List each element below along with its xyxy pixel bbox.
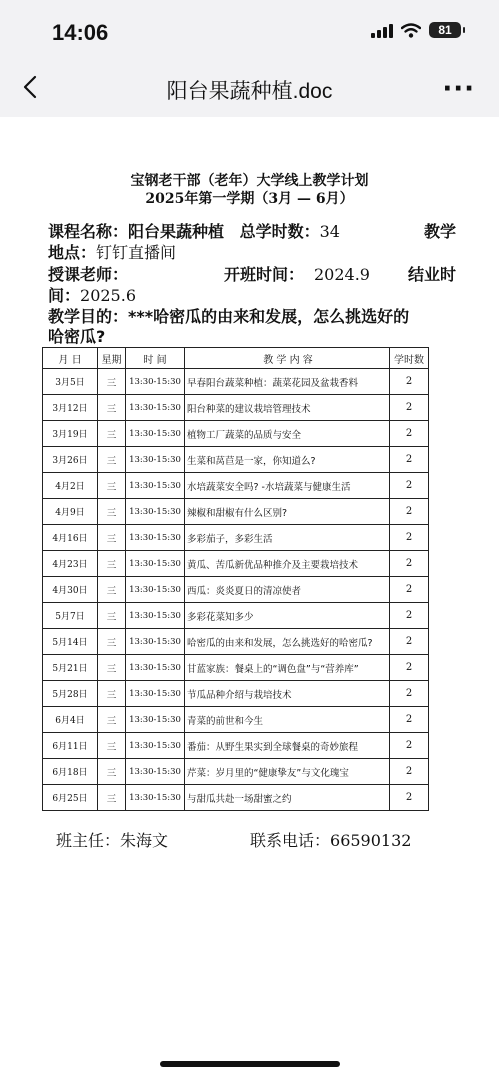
cell-weekday: 三: [98, 785, 126, 811]
cell-date: 5月14日: [43, 629, 98, 655]
hours-label: 总学时数：: [239, 222, 320, 241]
cell-hours: 2: [390, 577, 429, 603]
cell-time: 13:30-15:30: [126, 759, 185, 785]
cell-content: 辣椒和甜椒有什么区别?: [185, 499, 390, 525]
document-title: 阳台果蔬种植.doc: [166, 80, 333, 103]
course-info-line4: [48, 286, 456, 305]
start-value: 2024.9: [314, 265, 370, 284]
start-label: 开班时间：: [224, 265, 305, 284]
course-info-line3: [48, 265, 456, 284]
end-label-b: 间：: [48, 286, 81, 305]
schedule-table: [42, 347, 429, 811]
cell-time: 13:30-15:30: [126, 473, 185, 499]
cell-date: 3月19日: [43, 421, 98, 447]
cell-weekday: 三: [98, 577, 126, 603]
cell-weekday: 三: [98, 603, 126, 629]
table-row: [43, 577, 429, 603]
table-row: [43, 499, 429, 525]
cell-hours: 2: [390, 681, 429, 707]
cell-content: 早春阳台蔬菜种植：蔬菜花园及盆栽香料: [185, 369, 390, 395]
more-icon: ···: [442, 74, 475, 104]
cell-hours: 2: [390, 473, 429, 499]
cell-date: 6月25日: [43, 785, 98, 811]
end-label-a: 结业时: [407, 265, 456, 284]
cell-time: 13:30-15:30: [126, 395, 185, 421]
end-value: 2025.6: [80, 286, 136, 305]
table-row: [43, 681, 429, 707]
table-row: [43, 655, 429, 681]
cell-weekday: 三: [98, 473, 126, 499]
cell-hours: 2: [390, 707, 429, 733]
location-label-a: 教学: [423, 222, 456, 241]
home-indicator[interactable]: [160, 1061, 340, 1067]
table-row: [43, 603, 429, 629]
header-content: 教 学 内 容: [185, 348, 390, 369]
table-row: [43, 629, 429, 655]
cell-date: 5月7日: [43, 603, 98, 629]
cell-time: 13:30-15:30: [126, 577, 185, 603]
cell-time: 13:30-15:30: [126, 525, 185, 551]
hours-value: 34: [319, 222, 340, 241]
cell-date: 3月12日: [43, 395, 98, 421]
cell-time: 13:30-15:30: [126, 681, 185, 707]
table-row: [43, 525, 429, 551]
status-time: 14:06: [52, 20, 109, 45]
cell-content: 阳台种菜的建议栽培管理技术: [185, 395, 390, 421]
cell-content: 水培蔬菜安全吗? -水培蔬菜与健康生活: [185, 473, 390, 499]
cell-hours: 2: [390, 421, 429, 447]
head-teacher-name: 朱海文: [120, 831, 169, 850]
table-row: [43, 551, 429, 577]
cell-content: 哈密瓜的由来和发展，怎么挑选好的哈密瓜?: [185, 629, 390, 655]
cell-weekday: 三: [98, 733, 126, 759]
cell-date: 5月21日: [43, 655, 98, 681]
cell-weekday: 三: [98, 629, 126, 655]
cell-time: 13:30-15:30: [126, 447, 185, 473]
cell-time: 13:30-15:30: [126, 655, 185, 681]
table-row: [43, 759, 429, 785]
cell-hours: 2: [390, 655, 429, 681]
status-icons: [371, 22, 461, 38]
cell-date: 4月16日: [43, 525, 98, 551]
cell-date: 3月26日: [43, 447, 98, 473]
cell-date: 5月28日: [43, 681, 98, 707]
location-value: 钉钉直播间: [96, 243, 177, 262]
table-row: [43, 395, 429, 421]
cell-content: 多彩茄子，多彩生活: [185, 525, 390, 551]
cell-content: 多彩花菜知多少: [185, 603, 390, 629]
cell-time: 13:30-15:30: [126, 369, 185, 395]
location-label-b: 地点：: [48, 243, 97, 262]
table-row: [43, 447, 429, 473]
wifi-icon: [401, 23, 421, 38]
cell-content: 青菜的前世和今生: [185, 707, 390, 733]
battery-icon: 81: [429, 22, 461, 38]
cell-time: 13:30-15:30: [126, 421, 185, 447]
cell-time: 13:30-15:30: [126, 707, 185, 733]
course-name: 阳台果蔬种植: [128, 222, 225, 241]
more-options-button[interactable]: [442, 74, 475, 104]
cell-content: 甘蓝家族：餐桌上的“调色盘”与“营养库”: [185, 655, 390, 681]
table-header-row: [43, 348, 429, 369]
table-row: [43, 369, 429, 395]
table-row: [43, 733, 429, 759]
phone-label: 联系电话：: [250, 831, 331, 850]
header-time: 时 间: [126, 348, 185, 369]
teacher-label: 授课老师：: [48, 265, 129, 284]
cell-hours: 2: [390, 551, 429, 577]
cell-hours: 2: [390, 447, 429, 473]
goal-line1: 教学目的：***哈密瓜的由来和发展，怎么挑选好的: [48, 307, 410, 326]
cell-hours: 2: [390, 733, 429, 759]
cell-date: 6月4日: [43, 707, 98, 733]
cell-weekday: 三: [98, 707, 126, 733]
cell-content: 生菜和莴苣是一家，你知道么?: [185, 447, 390, 473]
cell-hours: 2: [390, 395, 429, 421]
cell-hours: 2: [390, 759, 429, 785]
course-label: 课程名称：: [48, 222, 129, 241]
table-row: [43, 421, 429, 447]
cell-weekday: 三: [98, 525, 126, 551]
cell-date: 4月9日: [43, 499, 98, 525]
cell-hours: 2: [390, 785, 429, 811]
cell-time: 13:30-15:30: [126, 499, 185, 525]
cell-date: 3月5日: [43, 369, 98, 395]
cell-time: 13:30-15:30: [126, 785, 185, 811]
goal-line2: 哈密瓜?: [48, 327, 106, 346]
footer-phone: [250, 828, 411, 851]
cell-weekday: 三: [98, 551, 126, 577]
top-bar: [0, 0, 499, 117]
table-row: [43, 473, 429, 499]
cell-content: 黄瓜、苦瓜新优品种推介及主要栽培技术: [185, 551, 390, 577]
cell-content: 节瓜品种介绍与栽培技术: [185, 681, 390, 707]
document-heading: 宝钢老干部（老年）大学线上教学计划: [130, 173, 369, 189]
cell-content: 与甜瓜共赴一场甜蜜之约: [185, 785, 390, 811]
cell-hours: 2: [390, 603, 429, 629]
cell-time: 13:30-15:30: [126, 629, 185, 655]
footer-head-teacher: [56, 828, 168, 851]
cell-time: 13:30-15:30: [126, 551, 185, 577]
cell-weekday: 三: [98, 681, 126, 707]
header-date: 月 日: [43, 348, 98, 369]
semester-heading: 2025年第一学期（3月 — 6月）: [145, 191, 354, 207]
cell-weekday: 三: [98, 447, 126, 473]
course-info-line1: [48, 222, 456, 241]
cell-date: 6月18日: [43, 759, 98, 785]
cell-hours: 2: [390, 629, 429, 655]
cell-weekday: 三: [98, 655, 126, 681]
head-teacher-label: 班主任：: [56, 831, 121, 850]
cell-weekday: 三: [98, 395, 126, 421]
table-row: [43, 707, 429, 733]
cell-time: 13:30-15:30: [126, 603, 185, 629]
course-info-line2: [48, 243, 456, 262]
cell-hours: 2: [390, 369, 429, 395]
cell-content: 植物工厂蔬菜的品质与安全: [185, 421, 390, 447]
cell-weekday: 三: [98, 499, 126, 525]
cell-weekday: 三: [98, 369, 126, 395]
header-weekday: 星期: [98, 348, 126, 369]
cell-date: 4月23日: [43, 551, 98, 577]
cell-hours: 2: [390, 499, 429, 525]
cell-weekday: 三: [98, 421, 126, 447]
cell-content: 西瓜：炎炎夏日的清凉使者: [185, 577, 390, 603]
cell-hours: 2: [390, 525, 429, 551]
phone-value: 66590132: [330, 831, 412, 850]
cell-date: 4月30日: [43, 577, 98, 603]
cell-content: 番茄：从野生果实到全球餐桌的奇妙旅程: [185, 733, 390, 759]
cell-time: 13:30-15:30: [126, 733, 185, 759]
cell-date: 4月2日: [43, 473, 98, 499]
cell-weekday: 三: [98, 759, 126, 785]
cell-content: 芹菜：岁月里的“健康挚友”与文化瑰宝: [185, 759, 390, 785]
cell-date: 6月11日: [43, 733, 98, 759]
header-hours: 学时数: [390, 348, 429, 369]
table-row: [43, 785, 429, 811]
cellular-signal-icon: [371, 22, 393, 38]
